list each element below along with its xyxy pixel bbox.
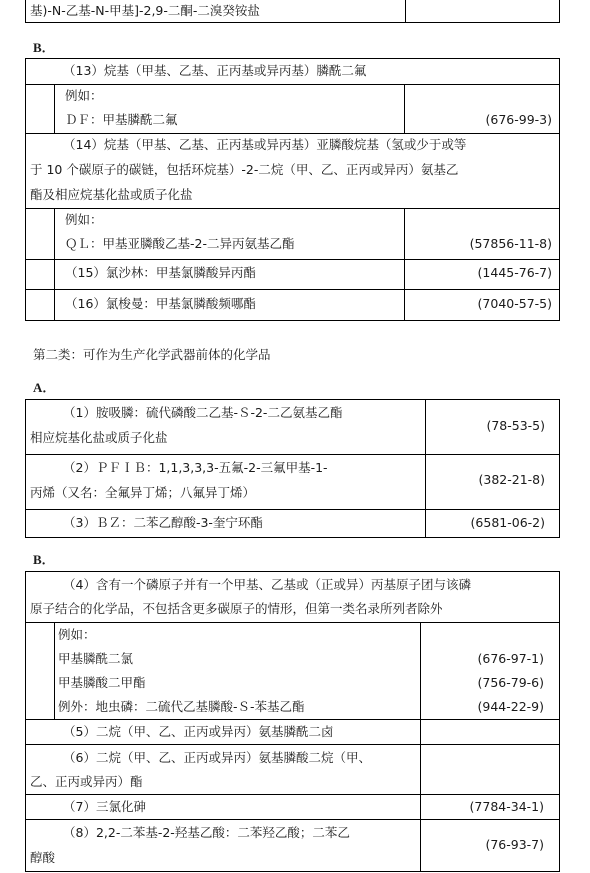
section2-b-label: B． <box>33 552 55 567</box>
b7-name: （7）三氯化砷 <box>63 799 146 814</box>
category2-title: 第二类：可作为生产化学武器前体的化学品 <box>33 347 271 362</box>
ex3-cas: (944-22-9) <box>477 699 544 714</box>
s1-col-a <box>54 84 55 133</box>
s1-rule-1 <box>25 84 560 85</box>
top-fragment-text: 基)-N-乙基-N-甲基]-2,9-二酮-二溴癸铵盐 <box>30 3 260 18</box>
ex2-name: 甲基膦酸二甲酯 <box>58 675 146 690</box>
s2b-rule-1 <box>25 622 560 623</box>
row15-cas: (1445-76-7) <box>477 265 552 280</box>
s2b-rule-5 <box>25 819 560 820</box>
s2b-col-b <box>420 622 421 872</box>
ex1-name: 甲基膦酰二氯 <box>58 651 134 666</box>
s1-col-d <box>404 208 405 321</box>
row14-line3: 酯及相应烷基化盐或质子化盐 <box>30 187 193 202</box>
ex1-cas: (676-97-1) <box>477 651 544 666</box>
b4-line2: 原子结合的化学品，不包括含更多碳原子的情形，但第一类名录所列者除外 <box>30 601 443 616</box>
s1-col-c <box>54 208 55 321</box>
s2b-rule-4 <box>25 794 560 795</box>
b-example-label: 例如： <box>58 627 96 642</box>
a3-name: （3）ＢＺ：二苯乙醇酸-3-奎宁环酯 <box>63 515 263 530</box>
b8-line1: （8）2,2-二苯基-2-羟基乙酸：二苯羟乙酸；二苯乙 <box>63 825 350 840</box>
top-fragment-divider <box>405 0 406 22</box>
s1-rule-4 <box>25 259 560 260</box>
row14-line1: （14）烷基（甲基、乙基、正丙基或异丙基）亚膦酸烷基（氢或少于或等 <box>63 137 467 152</box>
b8-line2: 醇酸 <box>30 850 56 865</box>
row16-name: （16）氯梭曼：甲基氯膦酸频哪酯 <box>65 296 256 311</box>
section1-b-label: B． <box>33 40 55 55</box>
ex3-name: 例外：地虫磷：二硫代乙基膦酸-Ｓ-苯基乙酯 <box>58 699 305 714</box>
s2a-col <box>425 399 426 538</box>
s2b-rule-3 <box>25 744 560 745</box>
a2-line1: （2）ＰＦＩＢ：1,1,3,3,3-五氟-2-三氟甲基-1- <box>63 460 328 475</box>
a1-cas: (78-53-5) <box>486 418 545 433</box>
ql-cas: (57856-11-8) <box>469 236 552 251</box>
example-label-2: 例如： <box>65 212 103 227</box>
section2-a-label: A． <box>33 380 56 395</box>
b8-cas: (76-93-7) <box>485 837 544 852</box>
row14-line2: 于 10 个碳原子的碳链，包括环烷基）-2-二烷（甲、乙、正丙或异丙）氨基乙 <box>30 162 459 177</box>
b7-cas: (7784-34-1) <box>469 799 544 814</box>
s1-rule-5 <box>25 289 560 290</box>
row16-cas: (7040-57-5) <box>477 296 552 311</box>
ql-name: ＱＬ：甲基亚膦酸乙基-2-二异丙氨基乙酯 <box>65 236 295 251</box>
row15-name: （15）氯沙林：甲基氯膦酸异丙酯 <box>65 265 256 280</box>
df-name: ＤＦ：甲基膦酰二氟 <box>65 112 178 127</box>
example-label: 例如： <box>65 88 103 103</box>
a1-line2: 相应烷基化盐或质子化盐 <box>30 430 168 445</box>
s2a-rule-1 <box>25 454 560 455</box>
row13-name: （13）烷基（甲基、乙基、正丙基或异丙基）膦酰二氟 <box>63 63 367 78</box>
b4-line1: （4）含有一个磷原子并有一个甲基、乙基或（正或异）丙基原子团与该磷 <box>63 577 471 592</box>
b5-name: （5）二烷（甲、乙、正丙或异丙）氨基膦酰二卤 <box>63 724 334 739</box>
s1-rule-3 <box>25 208 560 209</box>
s1-col-b <box>404 84 405 133</box>
ex2-cas: (756-79-6) <box>477 675 544 690</box>
s2b-rule-2 <box>25 719 560 720</box>
s2b-col-a <box>54 622 55 719</box>
a2-line2: 丙烯（又名：全氟异丁烯；八氟异丁烯） <box>30 485 256 500</box>
s1-rule-2 <box>25 133 560 134</box>
df-cas: (676-99-3) <box>485 112 552 127</box>
s2a-rule-2 <box>25 509 560 510</box>
b6-line2: 乙、正丙或异丙）酯 <box>30 774 143 789</box>
a2-cas: (382-21-8) <box>478 472 545 487</box>
a1-line1: （1）胺吸膦：硫代磷酸二乙基-Ｓ-2-二乙氨基乙酯 <box>63 405 343 420</box>
b6-line1: （6）二烷（甲、乙、正丙或异丙）氨基膦酸二烷（甲、 <box>63 750 371 765</box>
a3-cas: (6581-06-2) <box>470 515 545 530</box>
